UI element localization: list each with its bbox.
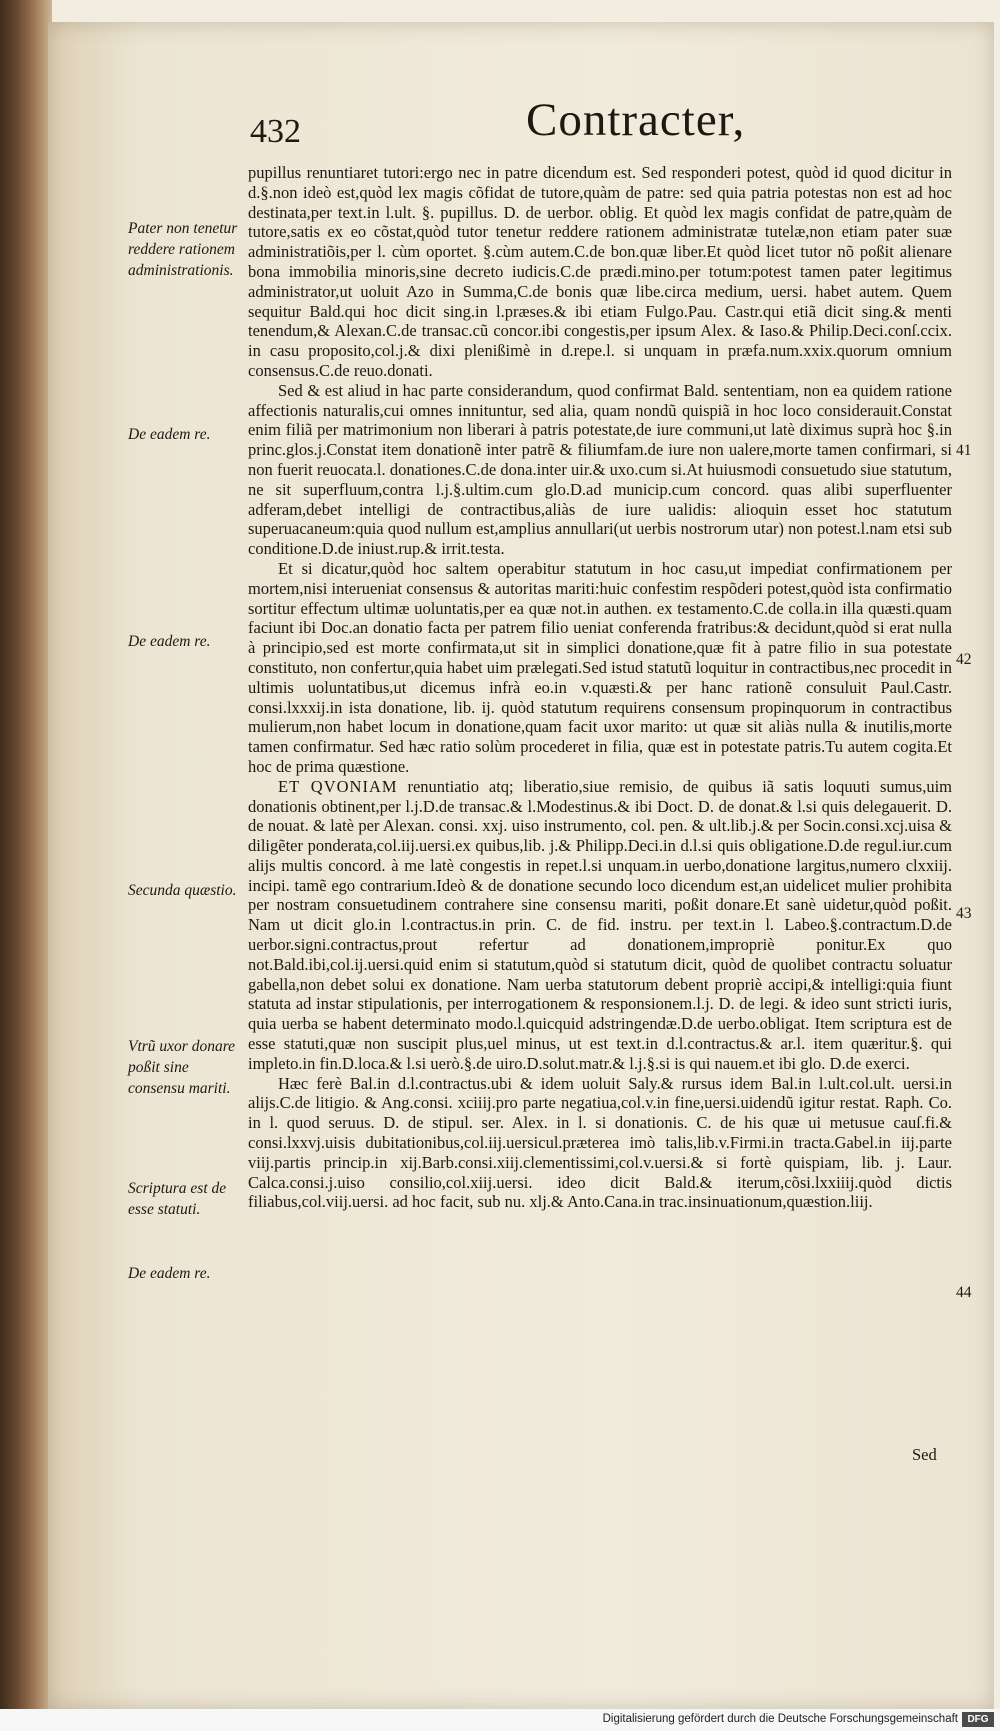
paragraph-text: renuntiatio atq; liberatio,siue remisio, de quibus iã satis loquuti sumus,uim donationis obtinent,per l.j.D.de transac.& l.Modestinus.& ibi Doct. D. de donat.& l.si quis delegauerit. D. de nouat. & latè per Alexan. consi. xxj. uiso instrumento, col. pen. & ult.lib.j.& per Socin.consi.xcj.uisa & diligẽter ponderata,col.iij.uersi.ex quibus,lib. j.& Philipp.Deci.in d.l.si quis obligatione.D.de regul.iur.cum alijs multis concord. à me latè congestis in repet.l.si unquam.in uerbo,donatione largitus,numero clxxiij. incipi. tamẽ ego contrarium.Ideò & de donatione secundo loco dicendum est,an uidelicet mulier prohibita per nostram consuetudinem contrahere sine consensu mariti, poßit donare.Et sanè uidetur,quòd poßit. Nam ut dicit glo.in l.contractus.in prin. C. de fid. instru. per text.in l. Labeo.§.contractum.D.de uerbor.signi.contractus,prout refertur ad donationem,impropriè ponitur.Ex quo not.Bald.ibi,col.ij.uersi.quid enim si statutum,quòd si statutum dicit, quòd de quolibet contractu soluatur gabella,non debet solui ex donatione. Nam uerba statutorum debent propriè accipi,& intelligi:quia fiunt statuta ad instar stipulationis, per interrogationem & responsionem.l.j. D. de legi. & ideo sunt stricti iuris, quia uerba se habent determinato modo.l.quicquid adstringendæ.D.de uerbo.obligat. Item scriptura est de esse statuti,quæ non suscipit plus,uel minus, ut est text.in d.l.contractus.& ar.l. item quæritur.§. qui impleto.in fin.D.loca.& l.si uerò.§.de uiro.D.solut.matr.& l.j.§.si is qui nauem.et ibi glo. D.de exerci. xyxy=(248,776,952,1073)
main-text-column xyxy=(248,163,952,1212)
dfg-logo: DFG xyxy=(962,1712,994,1727)
margin-note: Vtrũ uxor donare poßit sine consensu mariti. xyxy=(128,1038,236,1097)
margin-note: Secunda quæstio. xyxy=(128,882,237,899)
margin-note: Scriptura est de esse statuti. xyxy=(128,1180,227,1218)
paragraph: pupillus renuntiaret tutori:ergo nec in patre dicendum est. Sed responderi potest, quòd id quod dicitur in d.§.non ideò est,quòd lex magis cõfidat de tutore,quàm de patre: sed quia patria potestas non est ad hoc destinata,per text.in l.ult. §. pupillus. D. de uerbor. oblig. Et quòd lex magis confidat de patre,quàm de tutore,satis ex eo cõstat,quòd tutor tenetur reddere rationem administratæ tutelæ,non etiam pater suæ administratiõis,per l. cùm oportet. §.cùm autem.C.de bon.quæ liber.Et quòd licet tutor nõ poßit alienare bona immobilia minoris,sine decreto iudicis.C.de prædi.mino.per totum:potest tamen pater legitimus administrator,ut uoluit Azo in Summa,C.de bonis quæ libe.circa medium, uersi. habet autem. Quem sequitur Bald.qui hoc dicit sing.in l.præses.& ibi etiam Fulgo.Pau. Castr.qui etiã dicit sing.& menti tenendum,& Alexan.C.de transac.cũ concor.ibi congestis,per ipsum Alex. & Iaso.& Philip.Deci.conſ.ccix. in casu proposito,col.j.& dixi plenißimè in d.repe.l. si unquam in præfa.num.xxix.quorum omnium consensus.C.de reuo.donati. xyxy=(248,163,952,380)
paragraph: Hæc ferè Bal.in d.l.contractus.ubi & idem uoluit Saly.& rursus idem Bal.in l.ult.col.ult. uersi.in alijs.C.de litigio. & Ang.consi. xciiij.pro parte negatiua,col.v.in fine,uersi.uidendũ igitur restat. Raph. Co. in l. quod seruus. D. de stipul. ser. Alex. in l. si donationis. C. de his quæ ui metusue cauſ.fi.& consi.lxxvj.uisis dubitationibus,col.iij.uersicul.præterea imò talis,lib.v.Firmi.in tracta.Gabel.in iij.parte viij.partis princip.in xij.Barb.consi.xiij.clementissimi,col.v.uersi.& si fortè quispiam, lib. j. Laur. Calca.consi.j.uiso consilio,col.xiij.uersi. ideo dicit Bald.& iterum,cõsi.lxxiiij.quòd dictis filiabus,col.viij.uersi. ad hoc facit, sub nu. xlj.& Anto.Cana.in trac.insinuationum,quæstion.liij. xyxy=(248,1073,952,1212)
section-number: 41 xyxy=(956,442,972,459)
paragraph: Sed & est aliud in hac parte considerandum, quod confirmat Bald. sententiam, non ea quidem ratione affectionis naturalis,cui omnes innituntur, sed alia, quam nondũ quispiã in hoc loco considerauit.Constat enim filiã per matrimonium non liberari à patris potestate,de iure communi,ut latè diximus suprà hoc §.in princ.glos.j.Constat item donationẽ inter patrẽ & filiumfam.de iure non ualere,morte tamen confirmari, si non fuerit reuocata.l. donationes.C.de dona.inter uir.& uxo.cum si.At huiusmodi consuetudo siue statutum, ne sit superfluum,contra l.j.§.ultim.cum glo.D.ad municip.cum concord. quas alibi superfluenter adferam,debet intelligi de contractibus,aliàs de iure ualidis: alioquin esset hoc statutum superuacaneum:quia quod nullum est,amplius annullari(ut uerbis nostrorum utar) non potest.l.nam etsi sub conditione.D.de iniust.rup.& irrit.testa. xyxy=(248,380,952,559)
page-header xyxy=(0,83,1000,163)
page-number: 432 xyxy=(250,113,301,150)
paragraph-secunda-quaestio xyxy=(248,777,952,1074)
section-lead-words: ET QVONIAM xyxy=(278,776,398,796)
paragraph: Et si dicatur,quòd hoc saltem operabitur statutum in hoc casu,ut impediat confirmationem per mortem,nisi interueniat consensus & autoritas mariti:huic confestim respõderi potest,quòd ista confirmatio sortitur effectum ultimæ uoluntatis,per ea quæ not.in authen. ex testamento.C.de colla.in illa quæsti.quam faciunt ibi Doc.an donatio facta per patrem filio ueniat conferenda fratribus:& decidunt,quòd si erat nulla à principio,sed est morte confirmata,ut sit in simplici donatione,quæ fit à patre filio in sua potestate constituto, non confertur,quia habet uim prælegati.Sed istud statutũ loquitur in contractibus,nec procedit in ultimis uoluntatibus,ut dicemus infrà eo.in v.quæsti.& per hanc rationẽ consuluit Paul.Castr. consi.lxxxij.in ista donatione, lib. ij. quòd statutum requirens consensum propinquorum in contractibus mulierum,non habet locum in donatione,quam facit uxor marito: ut quæ sit aliàs nulla & inutilis,morte tamen confirmatur. Sed hæc ratio solùm procederet in filia, quæ est in potestate patris.Tu autem cogita.Et hoc de prima quæstione. xyxy=(248,558,952,776)
section-number: 44 xyxy=(956,1284,972,1301)
margin-note: Pater non tenetur reddere rationem administrationis. xyxy=(128,220,238,279)
funding-credit: Digitalisierung gefördert durch die Deutsche Forschungsgemeinschaft xyxy=(602,1713,958,1725)
section-number: 43 xyxy=(956,905,972,922)
margin-note: De eadem re. xyxy=(128,633,211,650)
book-spine xyxy=(0,0,52,1731)
margin-note: De eadem re. xyxy=(128,1265,211,1282)
section-number: 42 xyxy=(956,651,972,668)
catchword: Sed xyxy=(912,1445,937,1464)
digitization-footer xyxy=(0,1709,1000,1731)
running-head: Contracter, xyxy=(526,94,746,146)
margin-note: De eadem re. xyxy=(128,426,211,443)
